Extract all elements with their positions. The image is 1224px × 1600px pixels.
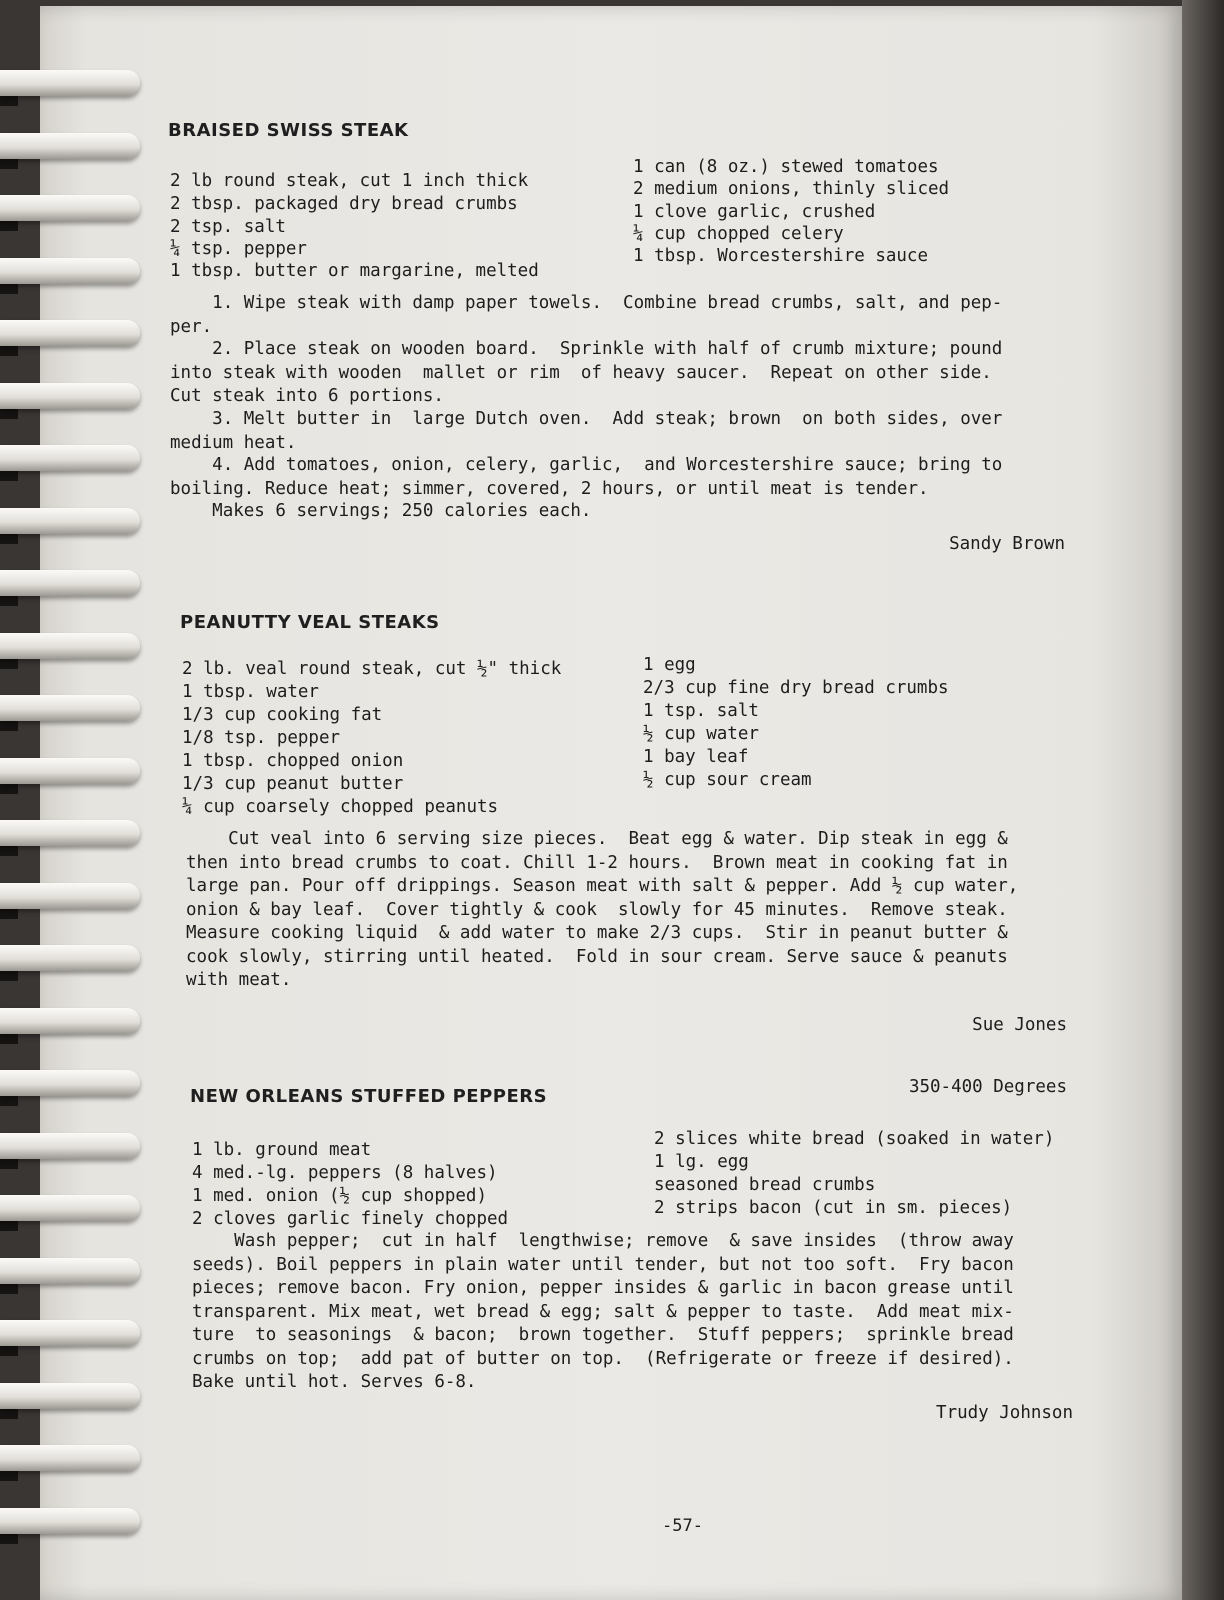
ingredient-line: 4 med.-lg. peppers (8 halves) [192, 1163, 498, 1183]
binding-coil [0, 1070, 140, 1096]
ingredient-line: 1 can (8 oz.) stewed tomatoes [633, 157, 939, 177]
binding-coil [0, 1008, 140, 1034]
binding-coil [0, 758, 140, 784]
binding-coil [0, 820, 140, 846]
recipe-title: BRAISED SWISS STEAK [168, 120, 409, 141]
binding-coil [0, 383, 140, 409]
ingredient-line: ½ cup sour cream [643, 770, 812, 790]
binding-coil [0, 1508, 140, 1534]
ingredient-line: 2 strips bacon (cut in sm. pieces) [654, 1198, 1013, 1218]
binding-coil [0, 133, 140, 159]
servings-note: Makes 6 servings; 250 calories each. [170, 501, 592, 521]
ingredient-line: 1 lb. ground meat [192, 1140, 372, 1160]
ingredient-line: 2/3 cup fine dry bread crumbs [643, 678, 949, 698]
direction-step: 2. Place steak on wooden board. Sprinkle with half of crumb mixture; pound into steak with wooden mallet or rim of heavy saucer. Repeat on other side. Cut steak into 6 portions. [170, 339, 1003, 406]
ingredient-line: 2 tbsp. packaged dry bread crumbs [170, 194, 518, 214]
ingredient-line: 1 clove garlic, crushed [633, 202, 876, 222]
binding-coil [0, 570, 140, 596]
binding-coil [0, 1195, 140, 1221]
ingredient-line: ¼ cup coarsely chopped peanuts [182, 797, 499, 817]
ingredient-line: 2 lb round steak, cut 1 inch thick [170, 171, 529, 191]
ingredient-line: 2 cloves garlic finely chopped [192, 1209, 509, 1229]
binding-coil [0, 1258, 140, 1284]
ingredient-line: 1 med. onion (½ cup shopped) [192, 1186, 488, 1206]
ingredient-line: ½ cup water [643, 724, 759, 744]
binding-coil [0, 195, 140, 221]
ingredient-line: 1 egg [643, 655, 696, 675]
cookbook-page [40, 6, 1185, 1600]
binding-coil [0, 945, 140, 971]
ingredient-line: 1/3 cup peanut butter [182, 774, 404, 794]
binding-coil [0, 1320, 140, 1346]
binding-coil [0, 1133, 140, 1159]
binding-coil [0, 320, 140, 346]
ingredient-line: 1 tbsp. water [182, 682, 319, 702]
ingredient-line: ¼ tsp. pepper [170, 239, 307, 259]
ingredient-line: seasoned bread crumbs [654, 1175, 876, 1195]
ingredient-line: 1/8 tsp. pepper [182, 728, 341, 748]
binding-coil [0, 445, 140, 471]
binding-coil [0, 1383, 140, 1409]
ingredient-line: 1 tbsp. Worcestershire sauce [633, 246, 929, 266]
ingredient-line: 1 tsp. salt [643, 701, 759, 721]
page-number: -57- [662, 1516, 703, 1536]
ingredient-line: ¼ cup chopped celery [633, 224, 844, 244]
binding-coil [0, 633, 140, 659]
ingredient-line: 1 lg. egg [654, 1152, 749, 1172]
binding-coil [0, 70, 140, 96]
spiral-binding [0, 0, 150, 1600]
directions-text: Cut veal into 6 serving size pieces. Beat egg & water. Dip steak in egg & then into bread crumbs to coat. Chill 1-2 hours. Brown meat in cooking fat in large pan. Pour off drippings. Season meat with salt & pepper. Add ½ cup water, onion & bay leaf. Cover tightly & cook slowly for 45 minutes. Remove steak. Measure cooking liquid & add water to make 2/3 cups. Stir in peanut butter & cook slowly, stirring until heated. Fold in sour cream. Serve sauce & peanuts with meat. [186, 829, 1019, 990]
recipe-author: Sandy Brown [949, 534, 1065, 554]
binding-coil [0, 508, 140, 534]
ingredient-line: 2 tsp. salt [170, 217, 286, 237]
ingredient-line: 1 tbsp. butter or margarine, melted [170, 261, 539, 281]
recipe-author: Trudy Johnson [936, 1403, 1073, 1423]
ingredient-line: 2 medium onions, thinly sliced [633, 179, 950, 199]
binding-coil [0, 1445, 140, 1471]
ingredient-line: 2 slices white bread (soaked in water) [654, 1129, 1055, 1149]
page-edge-shadow [1182, 0, 1224, 1600]
direction-step: 4. Add tomatoes, onion, celery, garlic, and Worcestershire sauce; bring to boiling. Reduce heat; simmer, covered, 2 hours, or until meat is tender. [170, 455, 1003, 499]
ingredient-line: 2 lb. veal round steak, cut ½" thick [182, 659, 562, 679]
direction-step: 1. Wipe steak with damp paper towels. Combine bread crumbs, salt, and pep- per. [170, 293, 1003, 337]
ingredient-line: 1 tbsp. chopped onion [182, 751, 404, 771]
binding-coil [0, 883, 140, 909]
binding-coil [0, 258, 140, 284]
binding-coil [0, 695, 140, 721]
directions-text: Wash pepper; cut in half lengthwise; remove & save insides (throw away seeds). Boil peppers in plain water until tender, but not too soft. Fry bacon pieces; remove bacon. Fry onion, pepper insides & garlic in bacon grease until transparent. Mix meat, wet bread & egg; salt & pepper to taste. Add meat mix- ture to seasonings & bacon; brown together. Stuff peppers; sprinkle bread crumbs on top; add pat of butter on top. (Refrigerate or freeze if desired). Bake until hot. Serves 6-8. [192, 1231, 1014, 1392]
oven-temperature: 350-400 Degrees [908, 1077, 1067, 1097]
recipe-title: PEANUTTY VEAL STEAKS [180, 612, 440, 633]
direction-step: 3. Melt butter in large Dutch oven. Add steak; brown on both sides, over medium heat. [170, 409, 1003, 453]
recipe-author: Sue Jones [972, 1015, 1067, 1035]
recipe-title: NEW ORLEANS STUFFED PEPPERS [190, 1086, 548, 1107]
ingredient-line: 1 bay leaf [643, 747, 749, 767]
ingredient-line: 1/3 cup cooking fat [182, 705, 383, 725]
